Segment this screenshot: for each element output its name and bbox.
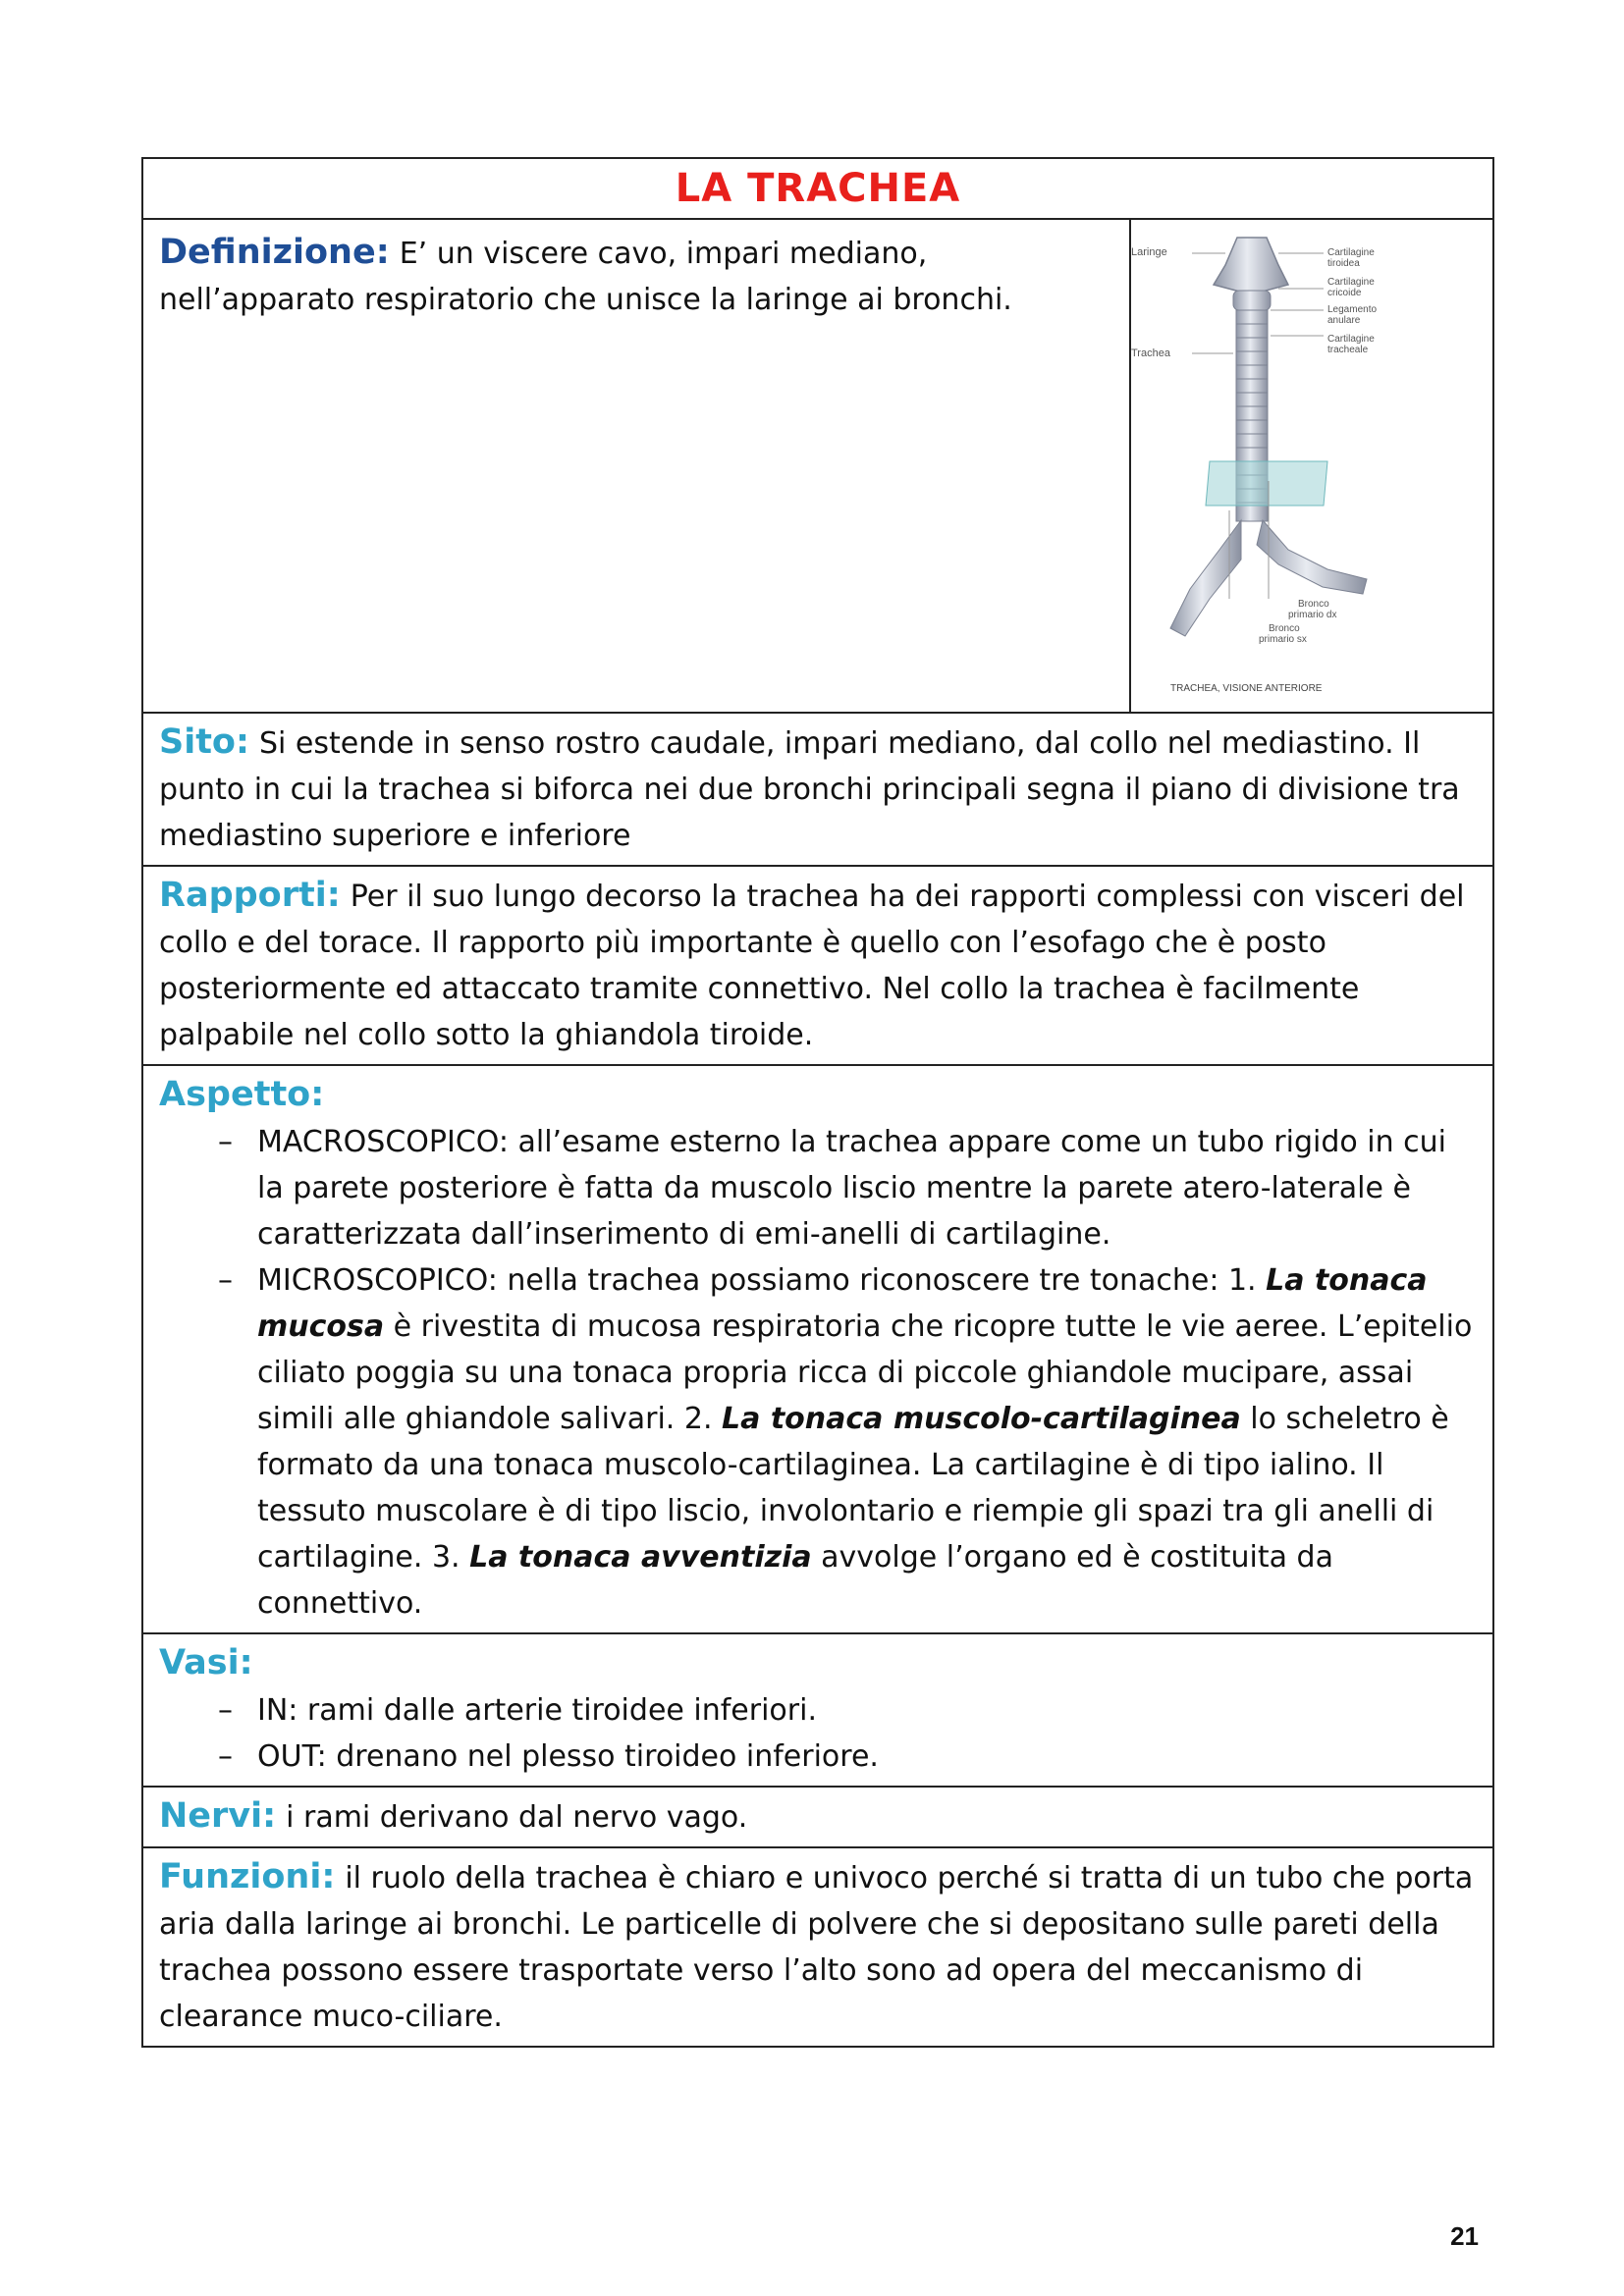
tonaca-avventizia-term: La tonaca avventizia xyxy=(469,1540,812,1575)
label-bronco-dx-1: Bronco xyxy=(1298,599,1329,610)
nervi-text: i rami derivano dal nervo vago. xyxy=(286,1800,748,1835)
sito-text: Si estende in senso rostro caudale, impari mediano, dal collo nel mediastino. Il punto in cui la trachea si biforca nei due bronchi principali segna il piano di divisione tra mediastino superiore e inferiore xyxy=(159,726,1460,853)
label-anulare-1: Legamento xyxy=(1327,304,1378,315)
sito-paragraph xyxy=(159,720,1477,859)
funzioni-label: Funzioni: xyxy=(159,1857,336,1896)
definizione-cell xyxy=(143,220,1131,712)
aspetto-label: Aspetto: xyxy=(159,1075,325,1114)
aspetto-micro-text-3: lo scheletro è formato da una tonaca muscolo-cartilaginea. La cartilagine è di tipo ialino. Il tessuto muscolare è di tipo liscio, involontario e riempie gli spazi tra gli anelli di cartilagine. 3. xyxy=(257,1402,1449,1575)
section-plane xyxy=(1206,461,1327,506)
definizione-paragraph xyxy=(159,230,1113,323)
rapporti-paragraph xyxy=(159,873,1477,1058)
aspetto-heading xyxy=(159,1072,1477,1119)
vasi-list xyxy=(159,1687,1477,1780)
label-tiroidea-1: Cartilagine xyxy=(1327,247,1375,258)
aspetto-macro-item xyxy=(218,1119,1477,1257)
aspetto-row xyxy=(143,1066,1492,1634)
aspetto-macro-text: MACROSCOPICO: all’esame esterno la trachea appare come un tubo rigido in cui la parete posteriore è fatta da muscolo liscio mentre la parete atero-laterale è caratterizzata dall’inserimento di emi-anelli di cartilagine. xyxy=(257,1125,1446,1252)
trachea-illustration xyxy=(1131,226,1490,707)
cricoid-shape xyxy=(1233,291,1271,310)
aspetto-micro-text-1: MICROSCOPICO: nella trachea possiamo riconoscere tre tonache: 1. xyxy=(257,1263,1267,1298)
funzioni-paragraph xyxy=(159,1854,1477,2040)
larynx-shape xyxy=(1214,238,1288,294)
aspetto-micro-text-4: avvolge l’organo ed è costituita da connettivo. xyxy=(257,1540,1333,1621)
label-tracheale-2: tracheale xyxy=(1327,345,1369,355)
vasi-row xyxy=(143,1634,1492,1788)
figure-caption: TRACHEA, VISIONE ANTERIORE xyxy=(1170,683,1323,694)
nervi-paragraph xyxy=(159,1793,1477,1841)
vasi-label: Vasi: xyxy=(159,1643,253,1682)
vasi-heading xyxy=(159,1640,1477,1687)
label-bronco-dx-2: primario dx xyxy=(1288,610,1337,620)
label-laringe: Laringe xyxy=(1131,246,1167,258)
left-bronchus xyxy=(1170,520,1241,636)
funzioni-text: il ruolo della trachea è chiaro e univoco perché si tratta di un tubo che porta aria dalla laringe ai bronchi. Le particelle di polvere che si depositano sulle pareti della trachea possono essere trasportate verso l’alto sono ad opera del meccanismo di clearance muco-ciliare. xyxy=(159,1861,1474,2034)
tonaca-mucosa-term: La tonaca mucosa xyxy=(257,1263,1428,1344)
label-cricoide-2: cricoide xyxy=(1327,288,1362,298)
nervi-label: Nervi: xyxy=(159,1796,277,1836)
aspetto-micro-text-2: è rivestita di mucosa respiratoria che ricopre tutte le vie aeree. L’epitelio ciliato poggia su una tonaca propria ricca di piccole ghiandole mucipare, assai simili alle ghiandole salivari. 2. xyxy=(257,1309,1473,1436)
rapporti-text: Per il suo lungo decorso la trachea ha dei rapporti complessi con visceri del collo e del torace. Il rapporto più importante è quello con l’esofago che è posto posteriormente ed attaccato tramite connettivo. Nel collo la trachea è facilmente palpabile nel collo sotto la ghiandola tiroide. xyxy=(159,880,1465,1052)
definizione-label: Definizione: xyxy=(159,233,390,272)
label-bronco-sx-1: Bronco xyxy=(1269,623,1300,634)
trachea-figure xyxy=(1131,220,1492,712)
label-anulare-2: anulare xyxy=(1327,315,1361,326)
rapporti-label: Rapporti: xyxy=(159,876,341,915)
label-trachea: Trachea xyxy=(1131,347,1170,359)
label-tracheale-1: Cartilagine xyxy=(1327,334,1375,345)
label-tiroidea-2: tiroidea xyxy=(1327,258,1360,269)
aspetto-micro-item xyxy=(218,1257,1477,1627)
definizione-text: E’ un viscere cavo, impari mediano, nell’apparato respiratorio che unisce la laringe ai bronchi. xyxy=(159,237,1012,317)
label-bronco-sx-2: primario sx xyxy=(1259,634,1307,645)
sito-label: Sito: xyxy=(159,722,249,762)
title-row xyxy=(143,159,1492,220)
nervi-row xyxy=(143,1788,1492,1848)
label-cricoide-1: Cartilagine xyxy=(1327,277,1375,288)
page-title: LA TRACHEA xyxy=(675,166,961,211)
rapporti-row xyxy=(143,867,1492,1066)
vasi-in-item: – IN: rami dalle arterie tiroidee inferiori. xyxy=(218,1687,1477,1734)
sito-row xyxy=(143,714,1492,867)
definizione-row xyxy=(143,220,1492,714)
page-number: 21 xyxy=(1450,2221,1479,2251)
right-bronchus xyxy=(1257,520,1367,594)
vasi-out-item: – OUT: drenano nel plesso tiroideo inferiore. xyxy=(218,1734,1477,1780)
aspetto-list xyxy=(159,1119,1477,1627)
funzioni-row xyxy=(143,1848,1492,2046)
tonaca-muscolo-term: La tonaca muscolo-cartilaginea xyxy=(722,1402,1241,1436)
trachea-sheet xyxy=(141,157,1494,2048)
